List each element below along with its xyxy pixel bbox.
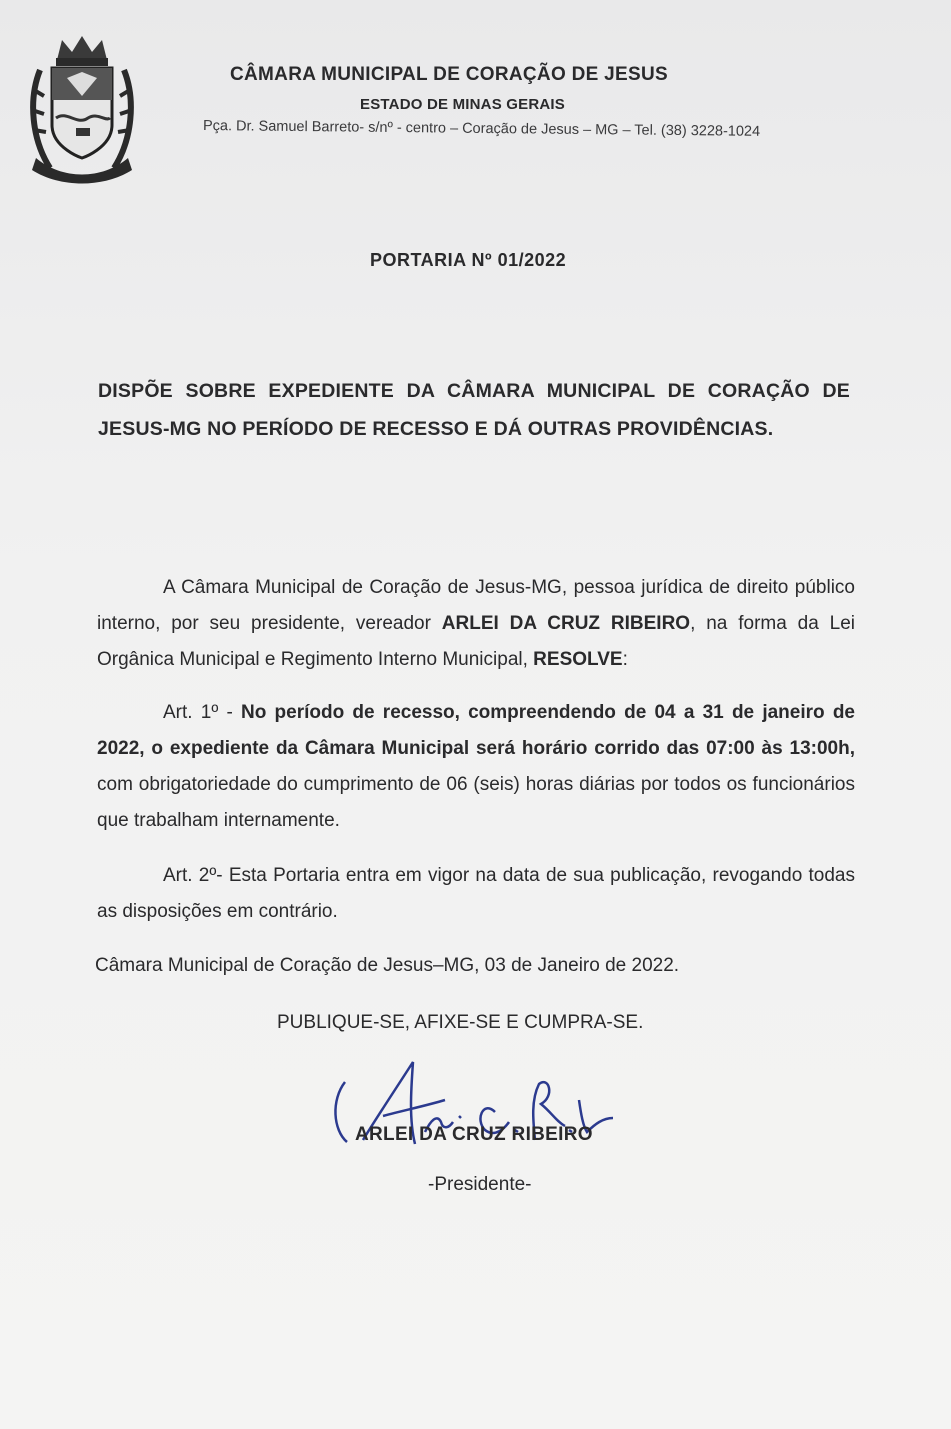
institution-name: CÂMARA MUNICIPAL DE CORAÇÃO DE JESUS — [230, 64, 668, 85]
article-2-label: Art. 2º- — [163, 865, 229, 886]
article-2-text: Esta Portaria entra em vigor na data de sua publicação, revogando todas as disposições em contrário. — [97, 865, 855, 922]
preamble-text-1: A Câmara Municipal de Coração de Jesus-MG, pessoa jurídica de direito público interno, por seu presidente, vereador — [97, 577, 855, 634]
municipal-coat-of-arms-icon — [22, 30, 142, 185]
preamble-paragraph — [97, 570, 855, 678]
publication-order: PUBLIQUE-SE, AFIXE-SE E CUMPRA-SE. — [277, 1012, 644, 1033]
document-number: PORTARIA Nº 01/2022 — [370, 250, 567, 270]
state-name: ESTADO DE MINAS GERAIS — [360, 96, 565, 113]
dateline: Câmara Municipal de Coração de Jesus–MG, 03 de Janeiro de 2022. — [95, 955, 680, 976]
article-1-label: Art. 1º - — [163, 702, 242, 723]
preamble-text-2: , na forma da Lei Orgânica Municipal e Regimento Interno Municipal, — [97, 613, 856, 670]
signer-role: -Presidente- — [428, 1174, 532, 1195]
article-1-text: com obrigatoriedade do cumprimento de 06 (seis) horas diárias por todos os funcionários que trabalham internamente. — [97, 774, 855, 831]
signer-name: ARLEI DA CRUZ RIBEIRO — [355, 1124, 593, 1145]
article-1-bold-text: No período de recesso, compreendendo de 04 a 31 de janeiro de 2022, o expediente da Câmara Municipal será horário corrido das 07:00 às 13:00h, — [97, 702, 855, 759]
institution-address: Pça. Dr. Samuel Barreto- s/nº - centro – Coração de Jesus – MG – Tel. (38) 3228-1024 — [202, 118, 761, 140]
document-ementa: DISPÕE SOBRE EXPEDIENTE DA CÂMARA MUNICIPAL DE CORAÇÃO DE JESUS-MG NO PERÍODO DE RECESSO E DÁ OUTRAS PROVIDÊNCIAS. — [98, 380, 850, 440]
article-1 — [97, 695, 855, 839]
article-2 — [97, 858, 855, 930]
preamble-text-3: : — [622, 649, 628, 670]
president-name: ARLEI DA CRUZ RIBEIRO — [441, 613, 691, 634]
resolve-keyword: RESOLVE — [533, 649, 623, 670]
